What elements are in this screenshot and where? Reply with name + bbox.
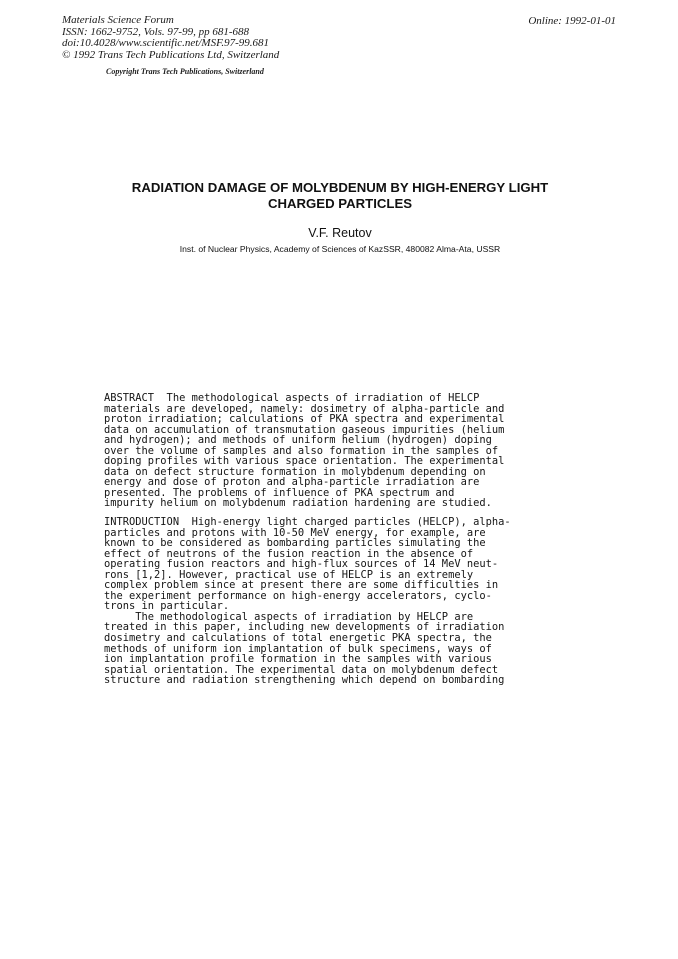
introduction-line: operating fusion reactors and high-flux sources of 14 MeV neut- bbox=[104, 558, 499, 571]
title-line-1: RADIATION DAMAGE OF MOLYBDENUM BY HIGH-ENERGY LIGHT bbox=[131, 180, 549, 195]
introduction-line: trons in particular. bbox=[104, 600, 230, 613]
introduction-line: INTRODUCTION High-energy light charged particles (HELCP), alpha- bbox=[104, 516, 511, 529]
introduction-line: dosimetry and calculations of total energetic PKA spectra, the bbox=[104, 632, 492, 645]
paper-body bbox=[104, 393, 564, 686]
author-affiliation: Inst. of Nuclear Physics, Academy of Sciences of KazSSR, 480082 Alma-Ata, USSR bbox=[179, 244, 501, 254]
introduction-line: The methodological aspects of irradiation by HELCP are bbox=[104, 610, 474, 623]
publisher-line: © 1992 Trans Tech Publications Ltd, Switzerland bbox=[62, 48, 280, 61]
introduction-line: complex problem since at present there are some difficulties in bbox=[104, 579, 499, 592]
introduction-paragraph bbox=[104, 517, 564, 686]
journal-name: Materials Science Forum bbox=[62, 14, 174, 26]
abstract-line: data on accumulation of transmutation gaseous impurities (helium bbox=[104, 423, 505, 436]
abstract-line: materials are developed, namely: dosimetry of alpha-particle and bbox=[104, 402, 505, 415]
online-date: Online: 1992-01-01 bbox=[528, 15, 616, 27]
issn-line: ISSN: 1662-9752, Vols. 97-99, pp 681-688 bbox=[62, 25, 249, 38]
introduction-line: rons [1,2]. However, practical use of HELCP is an extremely bbox=[104, 568, 474, 581]
introduction-line: particles and protons with 10-50 MeV energy, for example, are bbox=[104, 526, 486, 539]
title-line-2: CHARGED PARTICLES bbox=[267, 196, 413, 211]
abstract-line: and hydrogen); and methods of uniform helium (hydrogen) doping bbox=[104, 434, 492, 447]
introduction-line: known to be considered as bombarding particles simulating the bbox=[104, 537, 486, 550]
introduction-line: structure and radiation strengthening which depend on bombarding bbox=[104, 674, 505, 687]
abstract-line: presented. The problems of influence of PKA spectrum and bbox=[104, 486, 455, 499]
copyright-note: Copyright Trans Tech Publications, Switzerland bbox=[106, 67, 264, 76]
abstract-paragraph bbox=[104, 393, 564, 509]
abstract-line: doping profiles with various space orientation. The experimental bbox=[104, 455, 505, 468]
abstract-line: impurity helium on molybdenum radiation hardening are studied. bbox=[104, 497, 492, 510]
introduction-line: effect of neutrons of the fusion reaction in the absence of bbox=[104, 547, 474, 560]
author-name: V.F. Reutov bbox=[308, 226, 372, 240]
introduction-line: spatial orientation. The experimental data on molybdenum defect bbox=[104, 663, 499, 676]
introduction-line: the experiment performance on high-energy accelerators, cyclo- bbox=[104, 589, 492, 602]
publication-metadata bbox=[62, 15, 279, 61]
abstract-line: over the volume of samples and also formation in the samples of bbox=[104, 444, 499, 457]
introduction-line: methods of uniform ion implantation of bulk specimens, ways of bbox=[104, 642, 492, 655]
paper-title bbox=[90, 180, 590, 212]
introduction-line: treated in this paper, including new developments of irradiation bbox=[104, 621, 505, 634]
abstract-line: energy and dose of proton and alpha-particle irradiation are bbox=[104, 476, 480, 489]
abstract-line: ABSTRACT The methodological aspects of irradiation of HELCP bbox=[104, 392, 480, 404]
doi-line: doi:10.4028/www.scientific.net/MSF.97-99.681 bbox=[62, 37, 270, 50]
abstract-line: data on defect structure formation in molybdenum depending on bbox=[104, 465, 486, 478]
abstract-line: proton irradiation; calculations of PKA spectra and experimental bbox=[104, 413, 505, 426]
introduction-line: ion implantation profile formation in the samples with various bbox=[104, 653, 492, 666]
